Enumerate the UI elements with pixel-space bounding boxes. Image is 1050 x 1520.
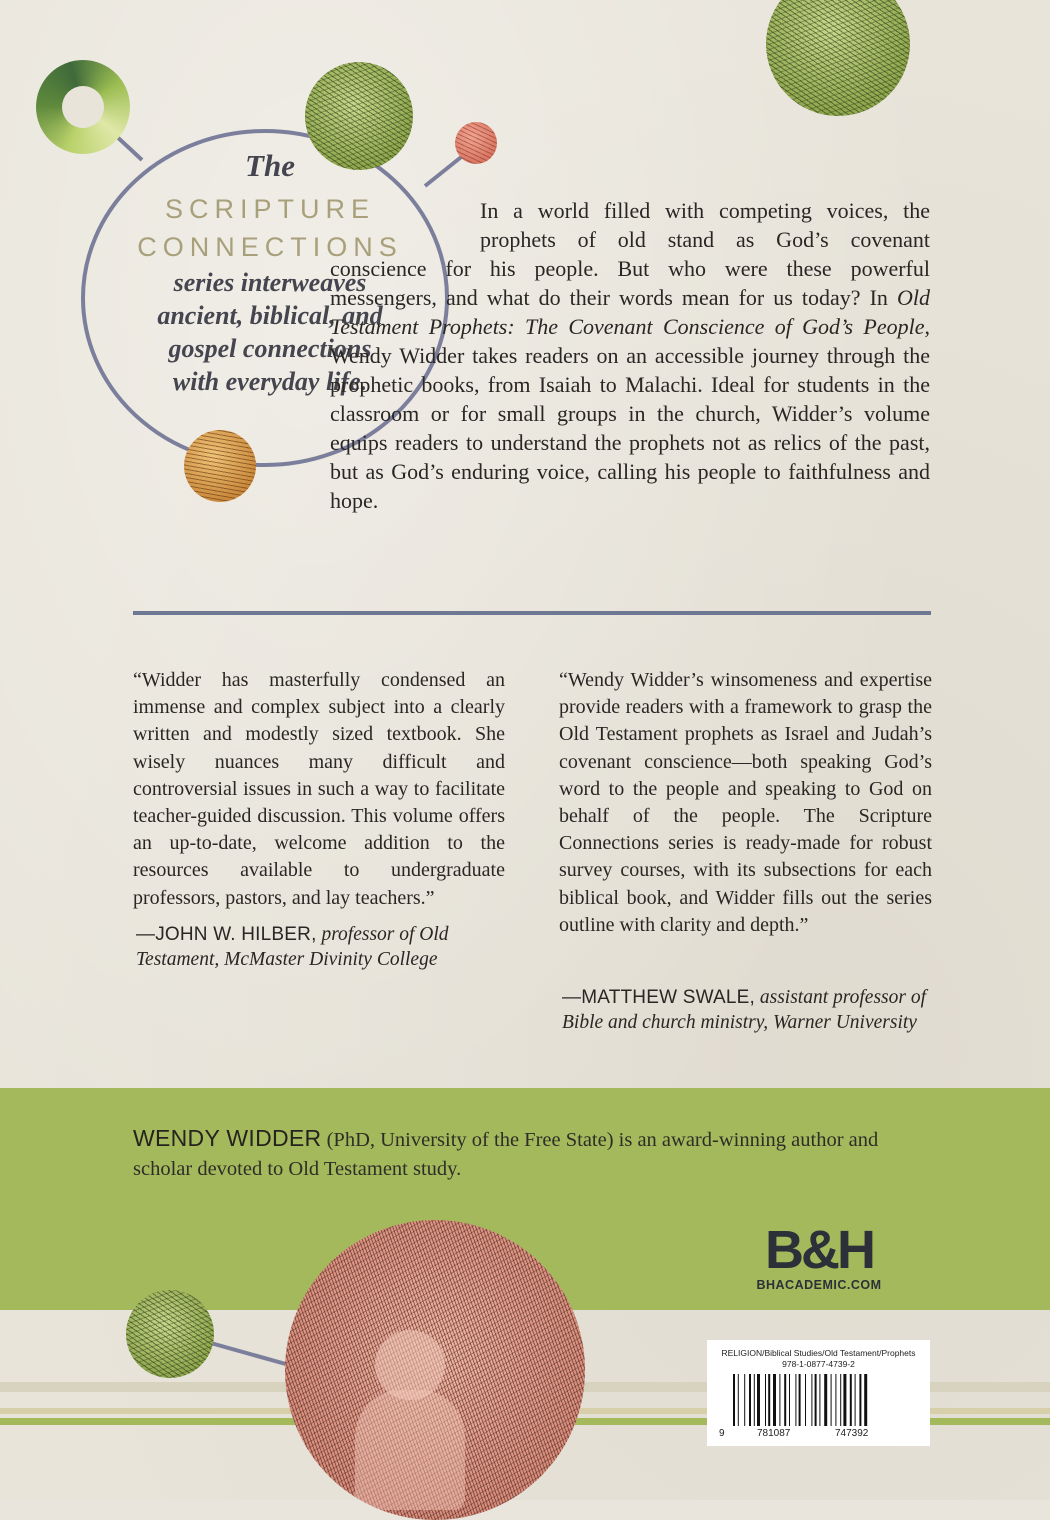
intro-line4: with everyday life.	[172, 367, 368, 396]
intro-the: The	[245, 148, 295, 183]
barcode-lead-digit: 9	[719, 1428, 725, 1439]
waves-engraving-medallion	[126, 1290, 214, 1378]
endorsement-quote-1: “Widder has masterfully condensed an immense and complex subject into a clearly written and modestly sized textbook. She wisely nuances many difficult and controversial issues in such a way to facilitate teacher-guided discussion. This volume offers an up-to-date, welcome addition to the resources available to undergraduate professors, pastors, and lay teachers.”	[133, 669, 505, 909]
landscape-engraving-medallion	[184, 430, 256, 502]
barcode-bar	[859, 1374, 861, 1426]
barcode-bar	[831, 1374, 832, 1426]
barcode-bar	[824, 1374, 827, 1426]
barcode-bar	[840, 1374, 841, 1426]
barcode-bar	[749, 1374, 751, 1426]
publisher-logo	[744, 1222, 894, 1292]
intro-line3: gospel connections	[168, 334, 372, 363]
barcode-bar	[835, 1374, 836, 1426]
barcode-group1: 781087	[757, 1428, 791, 1439]
endorser-role-1: professor of Old Testament, McMaster Divinity College	[136, 924, 449, 970]
endorser-name-1: —JOHN W. HILBER,	[136, 924, 317, 945]
barcode-bar	[850, 1374, 852, 1426]
barcode-bar	[757, 1374, 760, 1426]
barcode-bar	[768, 1374, 770, 1426]
small-salmon-medallion	[455, 122, 497, 164]
barcode-bars	[733, 1374, 909, 1430]
barcode-bar	[799, 1374, 801, 1426]
endorsement-attribution-2	[562, 985, 934, 1035]
barcode-bar	[744, 1374, 745, 1426]
barcode-bar	[819, 1374, 820, 1426]
author-bio	[133, 1124, 933, 1184]
swirl-emblem	[36, 60, 130, 154]
barcode-bar	[779, 1374, 780, 1426]
book-title: Old Testament Prophets: The Covenant Conscience of God’s People	[330, 285, 930, 339]
barcode-bar	[843, 1374, 846, 1426]
endorsement-quote-2: “Wendy Widder’s winsomeness and expertise provide readers with a framework to grasp the Old Testament prophets as Israel and Judah’s covenant conscience—both speaking God’s word to the people and speaking to God on behalf of the people. The Scripture Connections series is ready-made for robust survey courses, with its subsections for each biblical book, and Widder fills out the series outline with clarity and depth.”	[559, 669, 932, 936]
barcode-bar	[784, 1374, 786, 1426]
barcode-bar	[815, 1374, 817, 1426]
isbn-barcode-box	[707, 1340, 930, 1446]
author-name: WENDY WIDDER	[133, 1125, 322, 1151]
endorser-name-2: —MATTHEW SWALE,	[562, 987, 755, 1008]
barcode-bar	[795, 1374, 796, 1426]
bh-logo-mark: B&H	[765, 1220, 873, 1280]
description-paragraph	[330, 196, 930, 515]
barcode-bar	[754, 1374, 755, 1426]
barcode-bar	[738, 1374, 739, 1426]
author-bio-text: (PhD, University of the Free State) is an award-winning author and scholar devoted to Old Testament study.	[133, 1129, 879, 1180]
elijah-cave-engraving	[285, 1220, 585, 1520]
book-description	[330, 196, 930, 515]
section-divider	[133, 611, 931, 615]
barcode-bar	[811, 1374, 812, 1426]
barcode-bar	[805, 1374, 806, 1426]
barcode-bar	[733, 1374, 735, 1426]
barcode-bar	[855, 1374, 856, 1426]
endorser-role-2: assistant professor of Bible and church ministry, Warner University	[562, 987, 927, 1033]
description-text-end: , Wendy Widder takes readers on an accessible journey through the prophetic books, from Isaiah to Malachi. Ideal for students in the classroom or for small groups in the church, Widder’s volume equips readers to understand the prophets not as relics of the past, but as God’s enduring voice, calling his people to faithfulness and hope.	[330, 314, 930, 513]
description-text-start: In a world filled with competing voices, the prophets of old stand as God’s covenant conscience for his people. But who were these powerful messengers, and what do their words mean for us today? In	[330, 198, 930, 310]
barcode-bar	[864, 1374, 867, 1426]
barcode-bar	[789, 1374, 790, 1426]
barcode-bar	[773, 1374, 776, 1426]
series-name-line1: SCRIPTURE	[164, 194, 375, 224]
publisher-url: BHACADEMIC.COM	[756, 1278, 882, 1292]
barcode-isbn: 978-1-0877-4739-2	[782, 1359, 855, 1369]
barcode-bar	[765, 1374, 766, 1426]
endorsement-attribution-1	[136, 922, 506, 972]
intro-line1: series interweaves	[173, 268, 367, 297]
intro-line2: ancient, biblical, and	[157, 301, 383, 330]
barcode-category: RELIGION/Biblical Studies/Old Testament/Prophets	[721, 1348, 916, 1358]
series-name-line2: CONNECTIONS	[137, 232, 403, 262]
barcode-group2: 747392	[835, 1428, 869, 1439]
